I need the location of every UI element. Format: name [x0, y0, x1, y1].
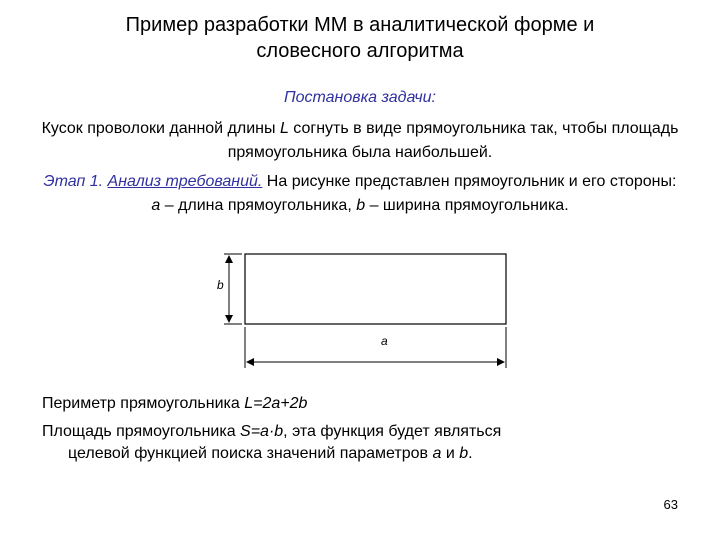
diagram-label-a: a	[381, 334, 388, 348]
stage-text-2: – длина прямоугольника,	[160, 197, 357, 214]
area-text-3: целевой функцией поиска значений параметров	[68, 445, 433, 462]
area-line-1	[42, 421, 501, 443]
area-var-b: b	[459, 445, 469, 462]
area-expression: S=a·b	[240, 423, 284, 440]
diagram-label-b: b	[217, 278, 224, 292]
title-line-1: Пример разработки ММ в аналитической форме и	[125, 14, 595, 36]
perimeter-text: Периметр прямоугольника	[42, 395, 245, 412]
area-formula	[42, 421, 501, 465]
area-text: Площадь прямоугольника	[42, 423, 241, 440]
stage-title: Анализ требований.	[107, 173, 263, 190]
rectangle-shape	[245, 254, 506, 324]
task-text-2: согнуть в виде прямоугольника так, чтобы площадь прямоугольника была наибольшей.	[227, 120, 679, 161]
stage-text-3: – ширина прямоугольника.	[365, 197, 569, 214]
area-and: и	[441, 445, 460, 462]
perimeter-expression: L=2a+2b	[244, 395, 308, 412]
stage-var-a: a	[151, 197, 161, 214]
perimeter-formula	[42, 393, 307, 415]
task-text-1: Кусок проволоки данной длины	[41, 120, 280, 137]
page-number: 63	[663, 497, 678, 512]
title-line-2: словесного алгоритма	[256, 40, 464, 62]
stage-var-b: b	[356, 197, 366, 214]
section-subtitle: Постановка задачи:	[284, 89, 436, 106]
area-end: .	[468, 445, 473, 462]
stage-label: Этап 1.	[43, 173, 108, 190]
stage-text-1: На рисунке представлен прямоугольник и его стороны:	[262, 173, 677, 190]
task-var-L: L	[279, 120, 289, 137]
area-line-2	[42, 443, 501, 465]
area-text-2: , эта функция будет являться	[283, 423, 502, 440]
area-var-a: a	[432, 445, 442, 462]
